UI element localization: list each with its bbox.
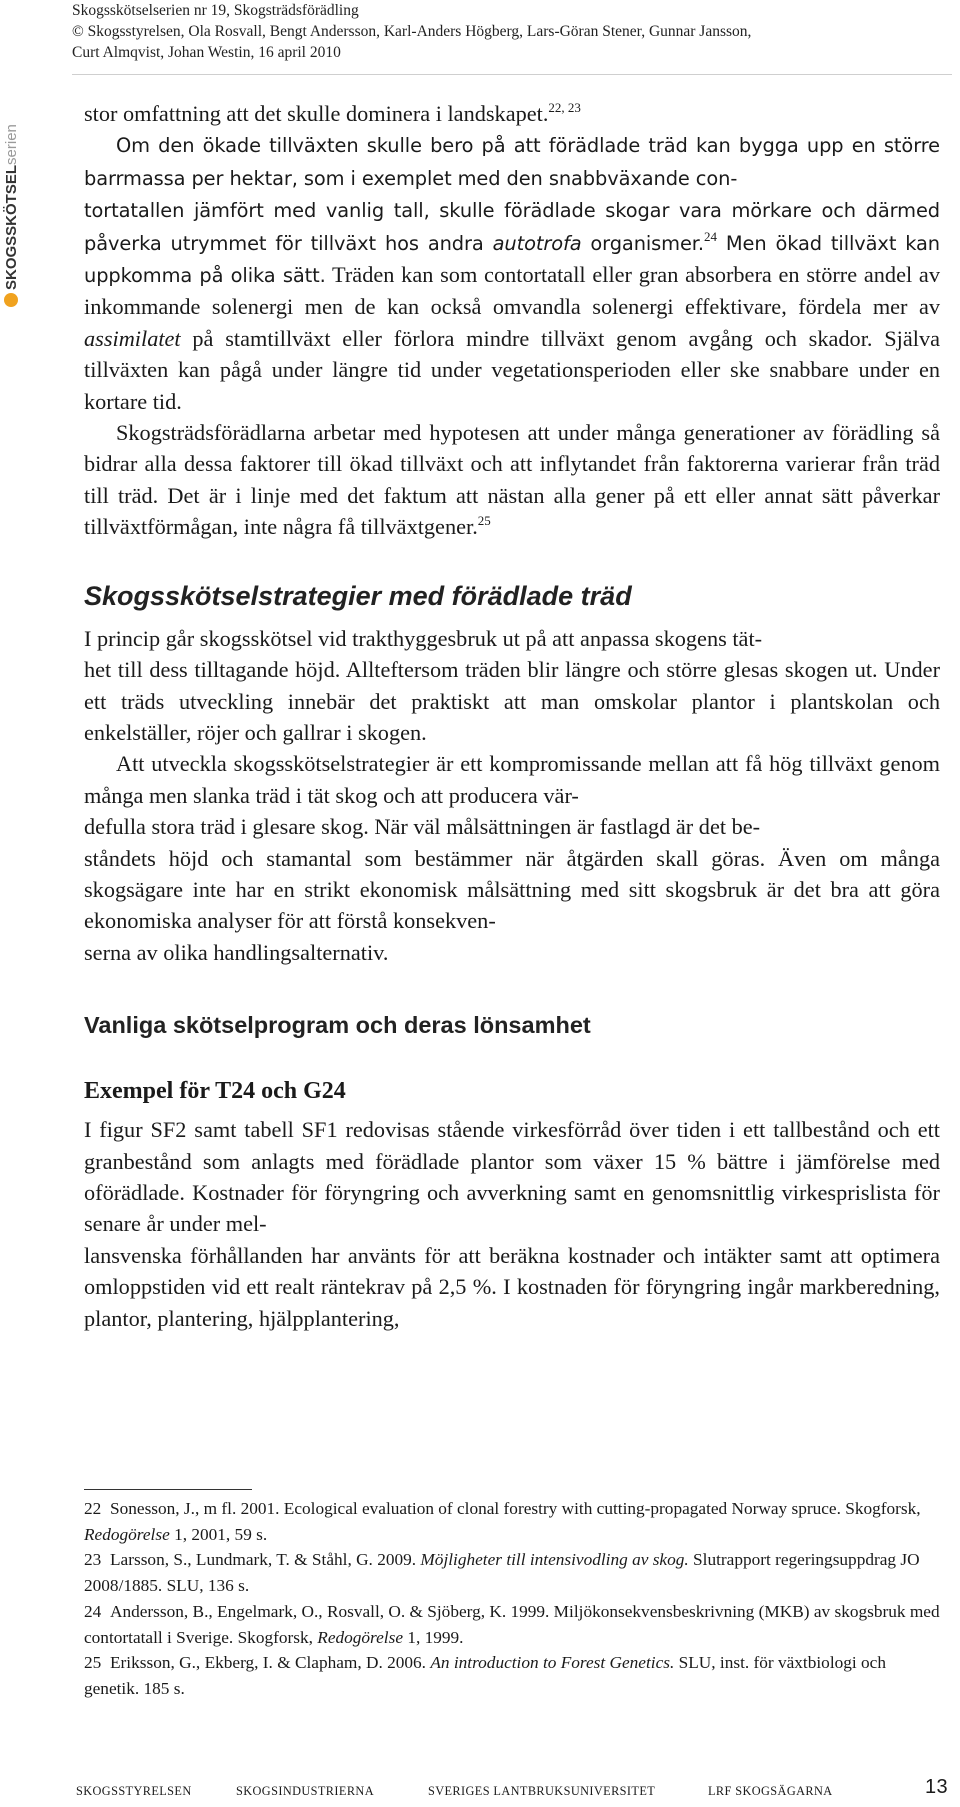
footer-org-slu: SVERIGES LANTBRUKSUNIVERSITET	[428, 1784, 656, 1798]
header-divider	[72, 74, 952, 75]
authors-date-line: Curt Almqvist, Johan Westin, 16 april 2010	[72, 44, 341, 61]
paragraph-6: I figur SF2 samt tabell SF1 redovisas stående virkesförråd över tiden i ett tallbestånd och ett granbestånd som anlagts med förädlade plantor som växer 15 % bättre i jämförelse med oförädlade. Kostnader för föryngring och avverkning samt en genomsnittlig virkesprislista för senare år under mel- lansvenska förhållanden har använts för att beräkna kostnader och intäkter samt att optimera omloppstiden vid ett realt räntekrav på 2,5 %. I kostnaden för föryngring ingår markberedning, plantor, plantering, hjälpplantering,	[84, 1117, 940, 1331]
footnotes	[84, 1496, 940, 1702]
copyright-line: © Skogsstyrelsen, Ola Rosvall, Bengt Andersson, Karl-Anders Högberg, Lars-Göran Stener, Gunnar Jansson,	[72, 23, 752, 40]
footer-org-skogsstyrelsen: SKOGSSTYRELSEN	[76, 1784, 192, 1798]
paragraph-4: I princip går skogsskötsel vid trakthyggesbruk ut på att anpassa skogens tät- het till dess tilltagande höjd. Allteftersom träden blir längre och större glesas skogen ut. Under ett träds utveckling innebär det praktiskt att man omskolar plantor i plantskolan och enkelställer, röjer och gallrar i skogen.	[84, 625, 940, 745]
footer-org-skogsindustrierna: SKOGSINDUSTRIERNA	[236, 1784, 374, 1798]
footnote-24: 24 Andersson, B., Engelmark, O., Rosvall, O. & Sjöberg, K. 1999. Miljökonsekvensbeskrivning (MKB) av skogsbruk med contortatall i Sverige. Skogforsk, Redogörelse 1, 1999.	[84, 1601, 940, 1647]
subsection-heading: Vanliga skötselprogram och deras lönsamhet	[84, 1012, 591, 1039]
page-number: 13	[924, 1776, 948, 1798]
logo-bold-text: SKOGSSKÖTSEL	[3, 164, 20, 290]
svg-text:SKOGSSKÖTSELserien	[3, 124, 20, 290]
series-logo	[2, 60, 20, 310]
logo-light-text: serien	[3, 124, 20, 165]
paragraph-5: Att utveckla skogsskötselstrategier är ett kompromissande mellan att få hög tillväxt genom många men slanka träd i tät skog och att producera vär- defulla stora träd i glesare skog. När väl målsättningen är fastlagd är det be- ståndets höjd och stamantal som bestämmer när åtgärden skall göras. Även om många skogsägare inte har en strikt ekonomisk målsättning med sitt skogsbruk är det bra att göra ekonomiska analyser för att förstå konsekven- serna av olika handlingsalternativ.	[84, 751, 940, 965]
footnote-divider	[84, 1489, 252, 1490]
footnote-25: 25 Eriksson, G., Ekberg, I. & Clapham, D. 2006. An introduction to Forest Genetics. SLU, inst. för växtbiologi och genetik. 185 s.	[84, 1653, 886, 1698]
page-footer	[76, 1776, 956, 1806]
example-heading: Exempel för T24 och G24	[84, 1078, 346, 1105]
paragraph-3: Skogsträdsförädlarna arbetar med hypotesen att under många generationer av förädling så bidrar alla dessa faktorer till ökad tillväxt och att inflytandet från faktorerna varierar från träd till träd. Det är i linje med det faktum att nästan alla gener på ett eller annat sätt påverkar tillväxtförmågan, inte några få tillväxtgener.$^{25}$	[84, 420, 940, 540]
footnote-23: 23 Larsson, S., Lundmark, T. & Ståhl, G. 2009. Möjligheter till intensivodling av skog. Slutrapport regeringsuppdrag JO 2008/1885. SLU, 136 s.	[84, 1550, 920, 1596]
paragraph-2: Om den ökade tillväxten skulle bero på att förädlade träd kan bygga upp en större barrmassa per hektar, som i exemplet med den snabbväxande con- tortatallen jämfört med vanlig tall, skulle förädlade skogar vara mörkare och därmed påverka utrymmet för tillväxt hos andra autotrofa organismer.$^{24}$ Men ökad tillväxt kan uppkomma på olika sätt. Träden kan som contortatall eller gran absorbera en större andel av inkommande solenergi men de kan också omvandla solenergi effektivare, fördela mer av assimilatet på stamtillväxt eller förlora mindre tillväxt genom avgång och skador. Själva tillväxten kan pågå under längre tid under vegetationsperioden eller ske snabbare under en kortare tid.	[84, 134, 940, 414]
logo-dot-icon	[4, 293, 18, 307]
section-heading: Skogsskötselstrategier med förädlade träd	[84, 580, 632, 611]
paragraph-1: stor omfattning att det skulle dominera i landskapet.$^{22, 23}$	[84, 100, 581, 126]
running-header	[72, 0, 942, 63]
main-text	[84, 98, 940, 1334]
footnote-22: 22 Sonesson, J., m fl. 2001. Ecological evaluation of clonal forestry with cutting-propagated Norway spruce. Skogforsk, Redogörelse 1, 2001, 59 s.	[84, 1499, 921, 1544]
footer-org-lrf: LRF SKOGSÄGARNA	[708, 1784, 833, 1798]
series-title: Skogsskötselserien nr 19, Skogsträdsförädling	[72, 2, 359, 19]
